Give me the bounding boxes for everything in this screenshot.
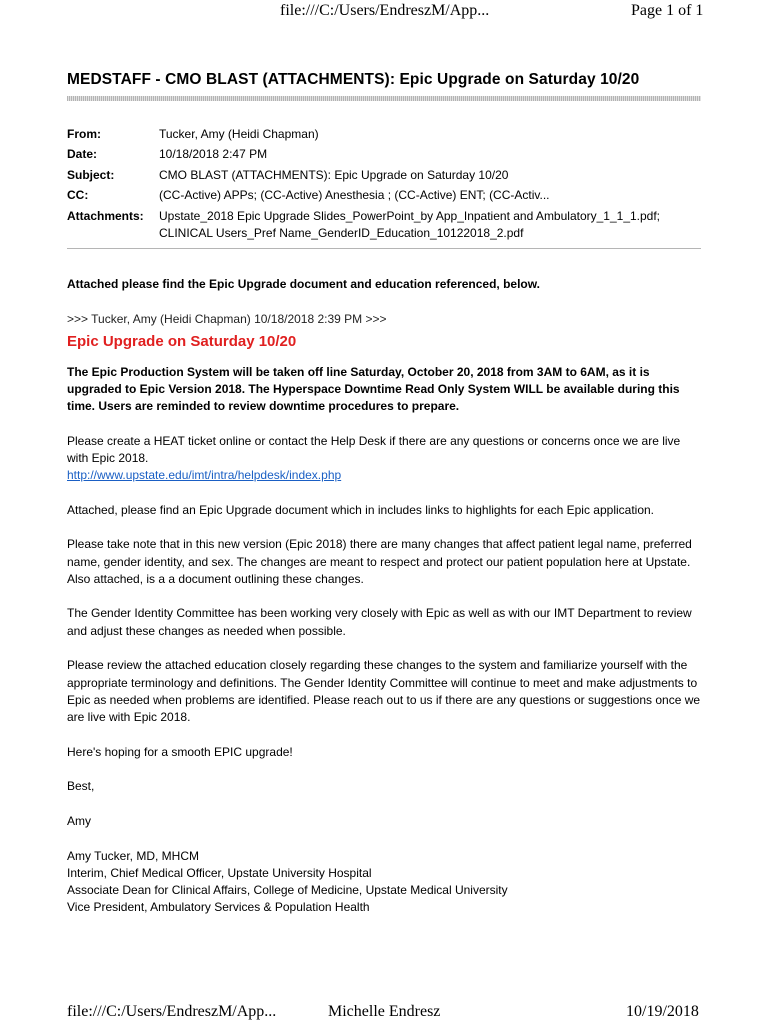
helpdesk-link[interactable]: http://www.upstate.edu/imt/intra/helpdesk/index.php	[67, 467, 342, 482]
subject-row	[67, 167, 701, 184]
intro-paragraph: Attached please find the Epic Upgrade document and education referenced, below.	[67, 277, 540, 291]
attachments-row	[67, 208, 701, 242]
print-footer-url: file:///C:/Users/EndreszM/App...	[67, 1003, 277, 1020]
attachment-item[interactable]: CLINICAL Users_Pref Name_GenderID_Education_10122018_2.pdf	[159, 225, 524, 240]
print-header-url: file:///C:/Users/EndreszM/App...	[280, 2, 490, 19]
email-metadata	[67, 126, 701, 245]
signature-line: Associate Dean for Clinical Affairs, College of Medicine, Upstate Medical University	[67, 883, 508, 898]
from-row	[67, 126, 701, 143]
metadata-divider	[67, 248, 701, 249]
committee-paragraph: The Gender Identity Committee has been working very closely with Epic as well as with our IMT Department to review and adjust these changes as needed when possible.	[67, 606, 692, 638]
print-footer-date: 10/19/2018	[626, 1003, 699, 1020]
sender-first-name: Amy	[67, 814, 91, 829]
attached-doc-paragraph: Attached, please find an Epic Upgrade document which in includes links to highlights for each Epic application.	[67, 502, 655, 517]
review-paragraph: Please review the attached education closely regarding these changes to the system and familiarize yourself with the appropriate terminology and definitions. The Gender Identity Committee will continue to meet and make adjustments to Epic as needed when problems are identified. Please reach out to us if there are any questions or suggestions once we are live with Epic 2018.	[67, 658, 701, 724]
signature-name: Amy Tucker, MD, MHCM	[67, 848, 200, 863]
attachment-item[interactable]: Upstate_2018 Epic Upgrade Slides_PowerPoint_by App_Inpatient and Ambulatory_1_1_1.pdf;	[159, 208, 661, 223]
print-header-page-number: Page 1 of 1	[631, 2, 704, 19]
production-notice: The Epic Production System will be taken off line Saturday, October 20, 2018 from 3AM to 6AM, as it is upgraded to Epic Version 2018. The Hyperspace Downtime Read Only System WILL be available during this time. Users are reminded to review downtime procedures to prepare.	[67, 364, 680, 414]
hoping-line: Here's hoping for a smooth EPIC upgrade!	[67, 744, 293, 759]
date-value: 10/18/2018 2:47 PM	[159, 147, 268, 162]
signature-line: Vice President, Ambulatory Services & Population Health	[67, 900, 370, 915]
closing-line: Best,	[67, 779, 95, 794]
cc-row	[67, 187, 701, 204]
date-row	[67, 146, 701, 163]
signature-block	[67, 848, 703, 917]
subject-label: Subject:	[67, 167, 115, 182]
title-divider	[67, 96, 701, 101]
epic-heading: Epic Upgrade on Saturday 10/20	[67, 332, 297, 350]
signature-line: Interim, Chief Medical Officer, Upstate University Hospital	[67, 865, 372, 880]
print-footer-name: Michelle Endresz	[328, 1003, 441, 1020]
date-label: Date:	[67, 147, 98, 162]
email-body	[67, 276, 703, 917]
from-label: From:	[67, 127, 101, 141]
attachments-list	[159, 208, 701, 242]
changes-paragraph: Please take note that in this new version (Epic 2018) there are many changes that affect patient legal name, preferred name, gender identity, and sex. The changes are meant to respect and protect our patient population here at Upstate. Also attached, is a a document outlining these changes.	[67, 537, 692, 586]
cc-value: (CC-Active) APPs; (CC-Active) Anesthesia ; (CC-Active) ENT; (CC-Activ...	[159, 188, 550, 203]
email-title: MEDSTAFF - CMO BLAST (ATTACHMENTS): Epic Upgrade on Saturday 10/20	[67, 71, 640, 88]
cc-label: CC:	[67, 188, 89, 203]
forwarded-header: >>> Tucker, Amy (Heidi Chapman) 10/18/2018 2:39 PM >>>	[67, 311, 387, 326]
subject-value: CMO BLAST (ATTACHMENTS): Epic Upgrade on Saturday 10/20	[159, 167, 509, 182]
attachments-label: Attachments:	[67, 208, 144, 223]
heat-ticket-paragraph: Please create a HEAT ticket online or contact the Help Desk if there are any questions or concerns once we are live with Epic 2018.	[67, 433, 681, 465]
from-value: Tucker, Amy (Heidi Chapman)	[159, 127, 319, 141]
